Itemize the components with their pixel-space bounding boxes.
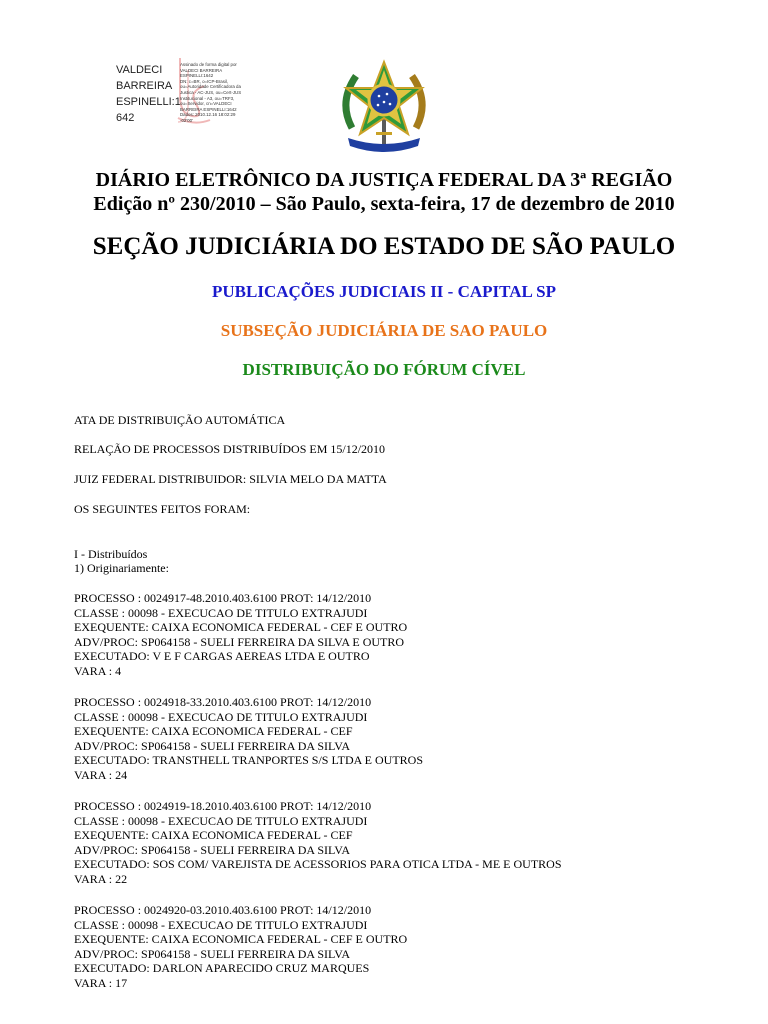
signature-detail-line: -02'00' bbox=[180, 117, 193, 123]
coat-of-arms-icon bbox=[334, 58, 434, 154]
signature-detail-line: Dados: 2010.12.16 18:02:29 bbox=[180, 112, 236, 118]
process-entry bbox=[74, 591, 407, 679]
signature-detail-line: ou=Servidor, cn=VALDECI bbox=[180, 101, 232, 107]
process-number: PROCESSO : 0024917-48.2010.403.6100 PROT: 14/12/2010 bbox=[74, 591, 372, 605]
signer-name-line: 642 bbox=[116, 112, 135, 124]
process-class: CLASSE : 00098 - EXECUCAO DE TITULO EXTRAJUDI bbox=[74, 605, 368, 620]
process-adv: ADV/PROC: SP064158 - SUELI FERREIRA DA SILVA bbox=[74, 842, 351, 857]
signature-detail-line: ou=Autoridade Certificadora da bbox=[180, 84, 241, 90]
seguintes-line: OS SEGUINTES FEITOS FORAM: bbox=[74, 502, 251, 516]
process-entry bbox=[74, 695, 423, 783]
distribution-heading: DISTRIBUIÇÃO DO FÓRUM CÍVEL bbox=[242, 360, 526, 379]
relacao-line: RELAÇÃO DE PROCESSOS DISTRIBUÍDOS EM 15/12/2010 bbox=[74, 442, 386, 456]
process-vara: VARA : 17 bbox=[74, 975, 128, 990]
process-executado: EXECUTADO: V E F CARGAS AEREAS LTDA E OUTRO bbox=[74, 649, 370, 664]
process-adv: ADV/PROC: SP064158 - SUELI FERREIRA DA SILVA E OUTRO bbox=[74, 634, 405, 649]
process-vara: VARA : 4 bbox=[74, 663, 122, 678]
process-executado: EXECUTADO: SOS COM/ VAREJISTA DE ACESSORIOS PARA OTICA LTDA - ME E OUTROS bbox=[74, 857, 562, 872]
signer-name-line: ESPINELLI:1 bbox=[116, 96, 181, 108]
juiz-line: JUIZ FEDERAL DISTRIBUIDOR: SILVIA MELO DA MATTA bbox=[74, 472, 387, 486]
process-executado: EXECUTADO: DARLON APARECIDO CRUZ MARQUES bbox=[74, 961, 370, 976]
gazette-title: DIÁRIO ELETRÔNICO DA JUSTIÇA FEDERAL DA 3ª REGIÃO bbox=[95, 169, 673, 191]
signature-detail-line: Justica - AC-JUS, ou=Cert-JUS bbox=[180, 89, 242, 95]
section-title: SEÇÃO JUDICIÁRIA DO ESTADO DE SÃO PAULO bbox=[92, 233, 676, 260]
process-exequente: EXEQUENTE: CAIXA ECONOMICA FEDERAL - CEF E OUTRO bbox=[74, 620, 408, 635]
subsection-heading: SUBSEÇÃO JUDICIÁRIA DE SAO PAULO bbox=[220, 321, 548, 340]
process-adv: ADV/PROC: SP064158 - SUELI FERREIRA DA SILVA bbox=[74, 738, 351, 753]
signature-details bbox=[180, 62, 276, 124]
process-entry bbox=[74, 799, 562, 887]
process-vara: VARA : 24 bbox=[74, 767, 128, 782]
process-class: CLASSE : 00098 - EXECUCAO DE TITULO EXTRAJUDI bbox=[74, 709, 368, 724]
digital-signature bbox=[116, 62, 271, 126]
signature-detail-line: Institucional - A3, ou=TRF3, bbox=[180, 95, 235, 101]
signature-detail-line: DN: c=BR, o=ICP-Brasil, bbox=[180, 78, 229, 84]
originariamente-line: 1) Originariamente: bbox=[74, 561, 169, 575]
signer-name-line: BARREIRA bbox=[116, 80, 173, 92]
process-number: PROCESSO : 0024920-03.2010.403.6100 PROT: 14/12/2010 bbox=[74, 903, 372, 917]
process-exequente: EXEQUENTE: CAIXA ECONOMICA FEDERAL - CEF bbox=[74, 724, 353, 739]
process-adv: ADV/PROC: SP064158 - SUELI FERREIRA DA SILVA bbox=[74, 946, 351, 961]
signature-detail-line: ESPINELLI:1642 bbox=[180, 73, 214, 79]
process-exequente: EXEQUENTE: CAIXA ECONOMICA FEDERAL - CEF E OUTRO bbox=[74, 932, 408, 947]
process-entry bbox=[74, 903, 407, 991]
signer-name bbox=[116, 62, 181, 126]
process-number: PROCESSO : 0024918-33.2010.403.6100 PROT: 14/12/2010 bbox=[74, 695, 372, 709]
distribuidos-line: I - Distribuídos bbox=[74, 547, 148, 561]
publications-heading: PUBLICAÇÕES JUDICIAIS II - CAPITAL SP bbox=[211, 282, 556, 301]
signer-name-line: VALDECI bbox=[116, 64, 163, 76]
process-class: CLASSE : 00098 - EXECUCAO DE TITULO EXTRAJUDI bbox=[74, 917, 368, 932]
edition-line: Edição nº 230/2010 – São Paulo, sexta-feira, 17 de dezembro de 2010 bbox=[93, 193, 675, 215]
process-class: CLASSE : 00098 - EXECUCAO DE TITULO EXTRAJUDI bbox=[74, 813, 368, 828]
process-number: PROCESSO : 0024919-18.2010.403.6100 PROT: 14/12/2010 bbox=[74, 799, 372, 813]
signature-detail-line: BARREIRA ESPINELLI:1642 bbox=[180, 106, 237, 112]
signature-detail-line: VALDECI BARREIRA bbox=[180, 67, 223, 73]
process-vara: VARA : 22 bbox=[74, 871, 128, 886]
signature-detail-line: Assinado de forma digital por bbox=[180, 62, 237, 67]
process-executado: EXECUTADO: TRANSTHELL TRANPORTES S/S LTDA E OUTROS bbox=[74, 753, 424, 768]
process-exequente: EXEQUENTE: CAIXA ECONOMICA FEDERAL - CEF bbox=[74, 828, 353, 843]
ata-line: ATA DE DISTRIBUIÇÃO AUTOMÁTICA bbox=[74, 413, 286, 427]
